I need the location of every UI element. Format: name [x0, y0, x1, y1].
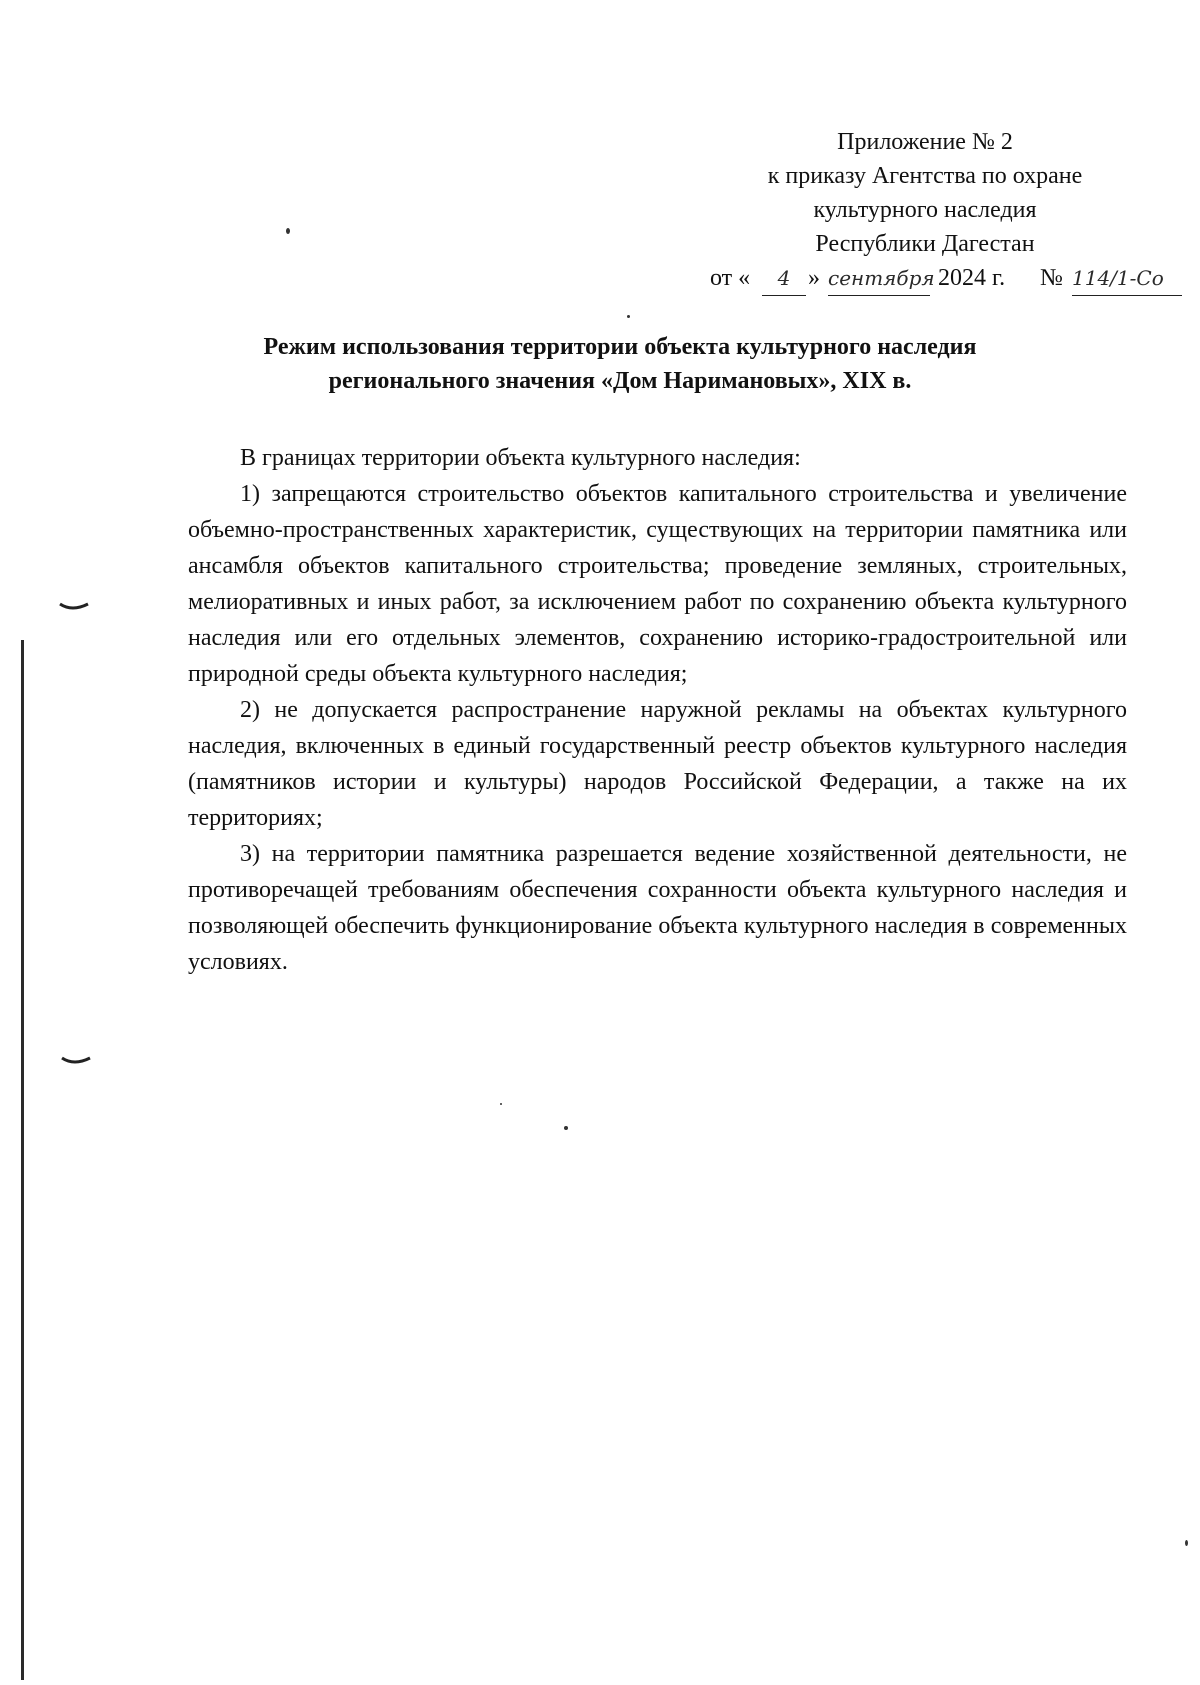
order-number-label: № [1040, 265, 1063, 291]
scan-mark [58, 600, 92, 614]
appendix-agency-line: культурного наследия [813, 197, 1037, 223]
date-quote-close: » [808, 265, 820, 291]
order-date-line [660, 261, 1190, 295]
title-line-2: регионального значения «Дом Наримановых», XIX в. [328, 368, 912, 394]
scan-edge-line [21, 640, 24, 1680]
appendix-header [660, 125, 1190, 295]
body-intro: В границах территории объекта культурного наследия: [240, 445, 801, 471]
date-year: 2024 г. [938, 265, 1006, 291]
scan-speck [564, 1126, 568, 1130]
date-month: сентября [828, 261, 930, 296]
scan-speck [286, 228, 290, 234]
document-body [188, 440, 1127, 980]
scan-speck [627, 315, 630, 318]
scan-mark [60, 1054, 94, 1068]
body-item-1: 1) запрещаются строительство объектов капитального строительства и увеличение объемно-пространственных характеристик, существующих на территории памятника или ансамбля объектов капитального строительства; проведение земляных, строительных, мелиоративных и иных работ, за исключением работ по сохранению объекта культурного наследия или его отдельных элементов, сохранению историко-градостроительной или природной среды объекта культурного наследия; [188, 481, 1127, 687]
date-day: 4 [762, 261, 806, 296]
scan-speck [500, 1103, 502, 1105]
scan-speck [1185, 1540, 1188, 1546]
date-prefix: от « [710, 265, 751, 291]
body-item-2: 2) не допускается распространение наружной рекламы на объектах культурного наследия, включенных в единый государственный реестр объектов культурного наследия (памятников истории и культуры) народов Российской Федерации, а также на их территориях; [188, 697, 1127, 831]
order-number: 114/1-Со [1072, 261, 1182, 296]
document-title [200, 330, 1040, 398]
body-item-3: 3) на территории памятника разрешается ведение хозяйственной деятельности, не противоречащей требованиям обеспечения сохранности объекта культурного наследия и позволяющей обеспечить функционирование объекта культурного наследия в современных условиях. [188, 841, 1127, 975]
appendix-number: Приложение № 2 [837, 129, 1013, 155]
title-line-1: Режим использования территории объекта культурного наследия [263, 334, 977, 360]
appendix-republic-line: Республики Дагестан [815, 231, 1035, 257]
appendix-order-ref: к приказу Агентства по охране [767, 163, 1083, 189]
